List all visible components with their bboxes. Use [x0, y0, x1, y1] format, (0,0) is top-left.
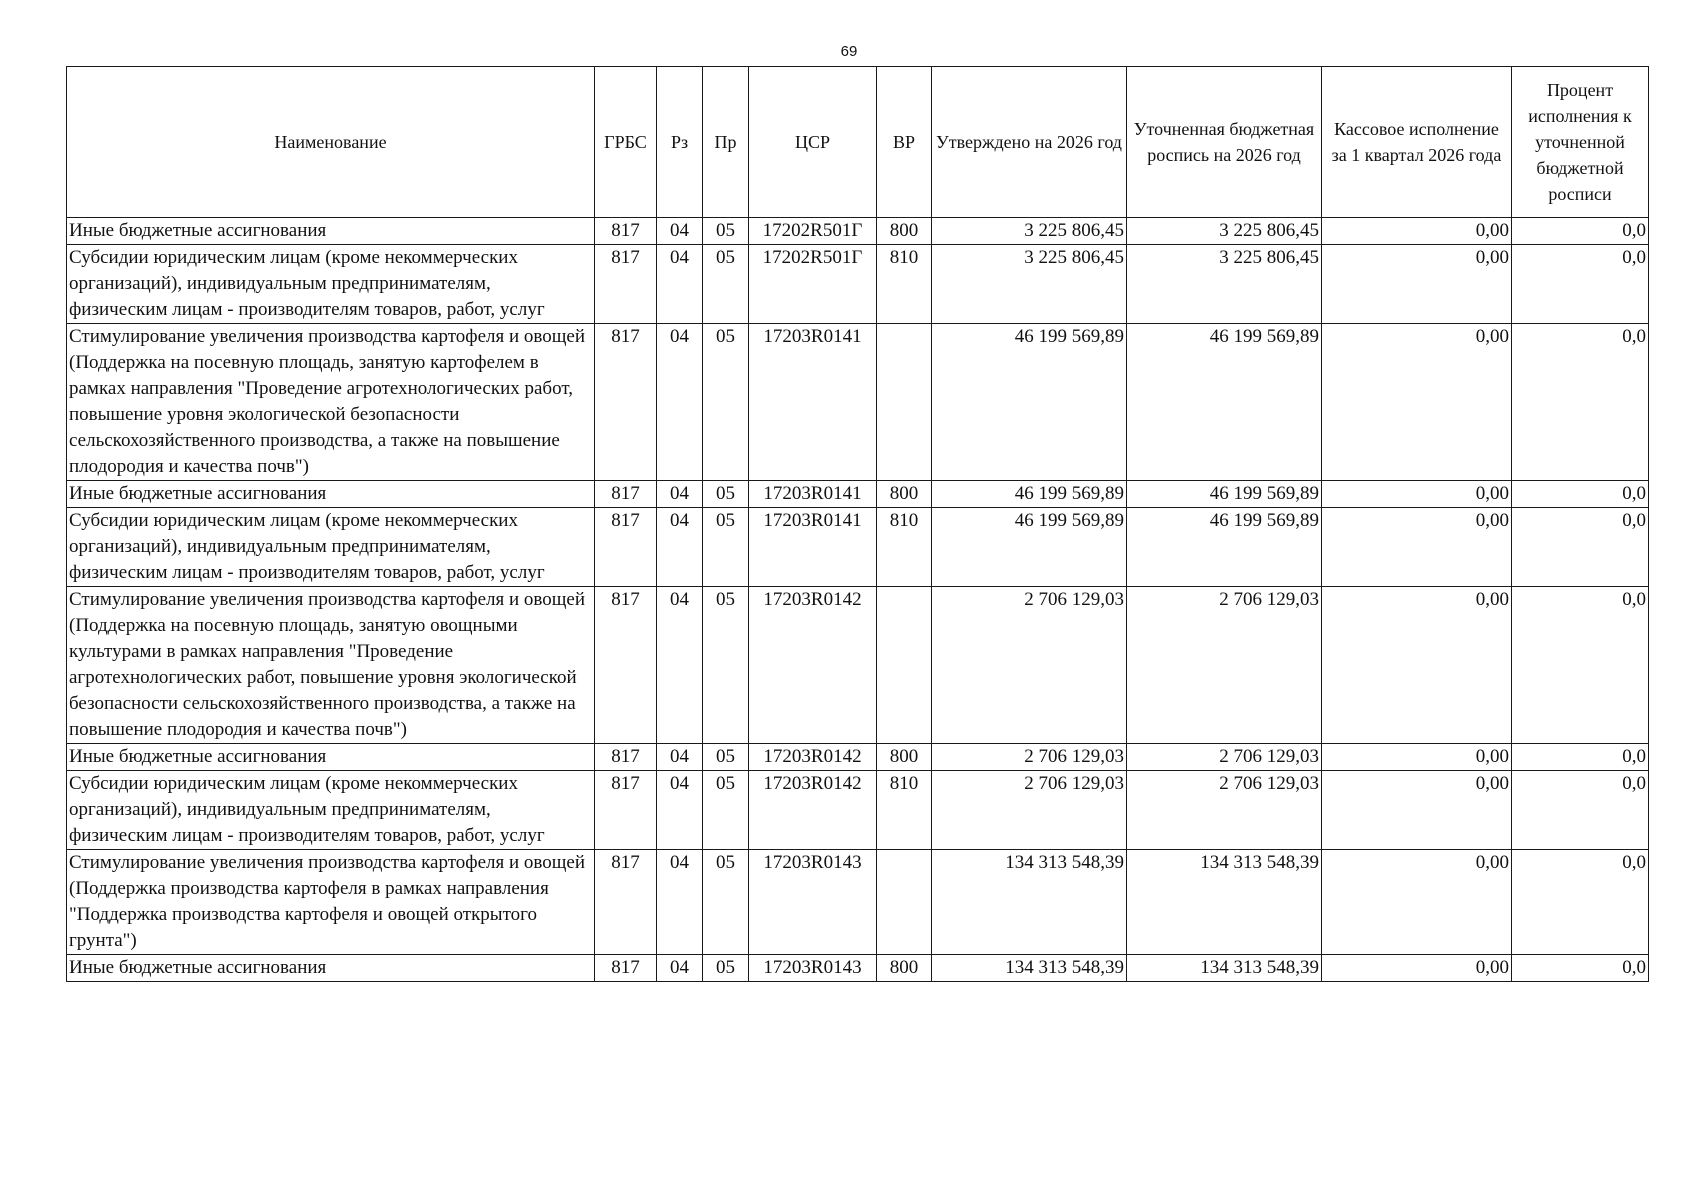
cell-approved: 46 199 569,89: [932, 508, 1127, 587]
cell-approved: 46 199 569,89: [932, 481, 1127, 508]
header-grbs: ГРБС: [595, 67, 657, 218]
cell-cash: 0,00: [1322, 324, 1512, 481]
cell-percent: 0,0: [1512, 955, 1649, 982]
cell-grbs: 817: [595, 481, 657, 508]
cell-csr: 17203R0141: [749, 481, 877, 508]
cell-cash: 0,00: [1322, 744, 1512, 771]
cell-pr: 05: [703, 771, 749, 850]
cell-csr: 17203R0142: [749, 771, 877, 850]
cell-pr: 05: [703, 744, 749, 771]
cell-rz: 04: [657, 245, 703, 324]
cell-grbs: 817: [595, 955, 657, 982]
cell-refined: 46 199 569,89: [1127, 508, 1322, 587]
cell-pr: 05: [703, 245, 749, 324]
header-rz: Рз: [657, 67, 703, 218]
cell-rz: 04: [657, 481, 703, 508]
cell-vr: 800: [877, 481, 932, 508]
cell-refined: 3 225 806,45: [1127, 245, 1322, 324]
cell-grbs: 817: [595, 771, 657, 850]
cell-rz: 04: [657, 324, 703, 481]
cell-rz: 04: [657, 771, 703, 850]
cell-vr: 810: [877, 245, 932, 324]
table-row: [67, 245, 1649, 324]
cell-cash: 0,00: [1322, 245, 1512, 324]
page-number: 69: [840, 43, 858, 60]
cell-percent: 0,0: [1512, 245, 1649, 324]
cell-name: Иные бюджетные ассигнования: [67, 955, 595, 982]
table-body: [67, 218, 1649, 982]
cell-percent: 0,0: [1512, 508, 1649, 587]
cell-rz: 04: [657, 850, 703, 955]
cell-name: Субсидии юридическим лицам (кроме некоммерческих организаций), индивидуальным предпринимателям, физическим лицам - производителям товаров, работ, услуг: [67, 245, 595, 324]
cell-approved: 2 706 129,03: [932, 587, 1127, 744]
cell-refined: 134 313 548,39: [1127, 955, 1322, 982]
header-csr: ЦСР: [749, 67, 877, 218]
cell-pr: 05: [703, 955, 749, 982]
cell-rz: 04: [657, 218, 703, 245]
table-row: [67, 508, 1649, 587]
header-refined: Уточненная бюджетная роспись на 2026 год: [1127, 67, 1322, 218]
cell-pr: 05: [703, 481, 749, 508]
cell-name: Иные бюджетные ассигнования: [67, 218, 595, 245]
cell-cash: 0,00: [1322, 771, 1512, 850]
cell-grbs: 817: [595, 508, 657, 587]
cell-approved: 134 313 548,39: [932, 955, 1127, 982]
cell-percent: 0,0: [1512, 218, 1649, 245]
cell-percent: 0,0: [1512, 850, 1649, 955]
cell-csr: 17203R0141: [749, 324, 877, 481]
cell-grbs: 817: [595, 850, 657, 955]
cell-refined: 3 225 806,45: [1127, 218, 1322, 245]
cell-vr: [877, 324, 932, 481]
cell-name: Иные бюджетные ассигнования: [67, 744, 595, 771]
cell-pr: 05: [703, 324, 749, 481]
cell-pr: 05: [703, 587, 749, 744]
cell-refined: 2 706 129,03: [1127, 744, 1322, 771]
cell-name: Стимулирование увеличения производства картофеля и овощей (Поддержка производства картофеля в рамках направления "Поддержка производства картофеля и овощей открытого грунта"): [67, 850, 595, 955]
cell-csr: 17203R0142: [749, 744, 877, 771]
budget-table: [66, 66, 1649, 982]
cell-refined: 46 199 569,89: [1127, 324, 1322, 481]
cell-csr: 17203R0142: [749, 587, 877, 744]
cell-approved: 2 706 129,03: [932, 771, 1127, 850]
cell-pr: 05: [703, 850, 749, 955]
cell-vr: [877, 850, 932, 955]
cell-csr: 17202R501Г: [749, 245, 877, 324]
cell-vr: 810: [877, 771, 932, 850]
cell-name: Субсидии юридическим лицам (кроме некоммерческих организаций), индивидуальным предпринимателям, физическим лицам - производителям товаров, работ, услуг: [67, 771, 595, 850]
header-percent: Процент исполнения к уточненной бюджетной росписи: [1512, 67, 1649, 218]
cell-cash: 0,00: [1322, 850, 1512, 955]
table-row: [67, 218, 1649, 245]
cell-grbs: 817: [595, 587, 657, 744]
table-row: [67, 850, 1649, 955]
cell-refined: 2 706 129,03: [1127, 771, 1322, 850]
cell-pr: 05: [703, 218, 749, 245]
cell-vr: 800: [877, 218, 932, 245]
cell-cash: 0,00: [1322, 508, 1512, 587]
cell-refined: 134 313 548,39: [1127, 850, 1322, 955]
cell-name: Стимулирование увеличения производства картофеля и овощей (Поддержка на посевную площадь, занятую овощными культурами в рамках направления "Проведение агротехнологических работ, повышение уровня экологической безопасности сельскохозяйственного производства, а также на повышение плодородия и качества почв"): [67, 587, 595, 744]
header-name: Наименование: [67, 67, 595, 218]
cell-csr: 17203R0143: [749, 955, 877, 982]
table-row: [67, 955, 1649, 982]
cell-grbs: 817: [595, 245, 657, 324]
cell-name: Субсидии юридическим лицам (кроме некоммерческих организаций), индивидуальным предпринимателям, физическим лицам - производителям товаров, работ, услуг: [67, 508, 595, 587]
cell-rz: 04: [657, 744, 703, 771]
cell-cash: 0,00: [1322, 218, 1512, 245]
cell-csr: 17203R0143: [749, 850, 877, 955]
cell-csr: 17203R0141: [749, 508, 877, 587]
cell-approved: 134 313 548,39: [932, 850, 1127, 955]
cell-percent: 0,0: [1512, 771, 1649, 850]
cell-vr: 800: [877, 744, 932, 771]
table-row: [67, 481, 1649, 508]
cell-approved: 46 199 569,89: [932, 324, 1127, 481]
cell-grbs: 817: [595, 218, 657, 245]
cell-percent: 0,0: [1512, 587, 1649, 744]
cell-cash: 0,00: [1322, 955, 1512, 982]
cell-csr: 17202R501Г: [749, 218, 877, 245]
cell-rz: 04: [657, 508, 703, 587]
header-approved: Утверждено на 2026 год: [932, 67, 1127, 218]
table-row: [67, 324, 1649, 481]
cell-rz: 04: [657, 955, 703, 982]
table-row: [67, 771, 1649, 850]
cell-percent: 0,0: [1512, 324, 1649, 481]
cell-name: Иные бюджетные ассигнования: [67, 481, 595, 508]
cell-approved: 3 225 806,45: [932, 245, 1127, 324]
table-row: [67, 744, 1649, 771]
cell-percent: 0,0: [1512, 744, 1649, 771]
cell-cash: 0,00: [1322, 481, 1512, 508]
header-vr: ВР: [877, 67, 932, 218]
header-cash: Кассовое исполнение за 1 квартал 2026 года: [1322, 67, 1512, 218]
cell-percent: 0,0: [1512, 481, 1649, 508]
cell-vr: [877, 587, 932, 744]
cell-name: Стимулирование увеличения производства картофеля и овощей (Поддержка на посевную площадь, занятую картофелем в рамках направления "Проведение агротехнологических работ, повышение уровня экологической безопасности сельскохозяйственного производства, а также на повышение плодородия и качества почв"): [67, 324, 595, 481]
table-row: [67, 587, 1649, 744]
cell-approved: 3 225 806,45: [932, 218, 1127, 245]
cell-grbs: 817: [595, 324, 657, 481]
cell-rz: 04: [657, 587, 703, 744]
header-pr: Пр: [703, 67, 749, 218]
cell-refined: 2 706 129,03: [1127, 587, 1322, 744]
cell-vr: 800: [877, 955, 932, 982]
cell-approved: 2 706 129,03: [932, 744, 1127, 771]
table-header-row: [67, 67, 1649, 218]
cell-refined: 46 199 569,89: [1127, 481, 1322, 508]
cell-cash: 0,00: [1322, 587, 1512, 744]
cell-grbs: 817: [595, 744, 657, 771]
cell-vr: 810: [877, 508, 932, 587]
cell-pr: 05: [703, 508, 749, 587]
